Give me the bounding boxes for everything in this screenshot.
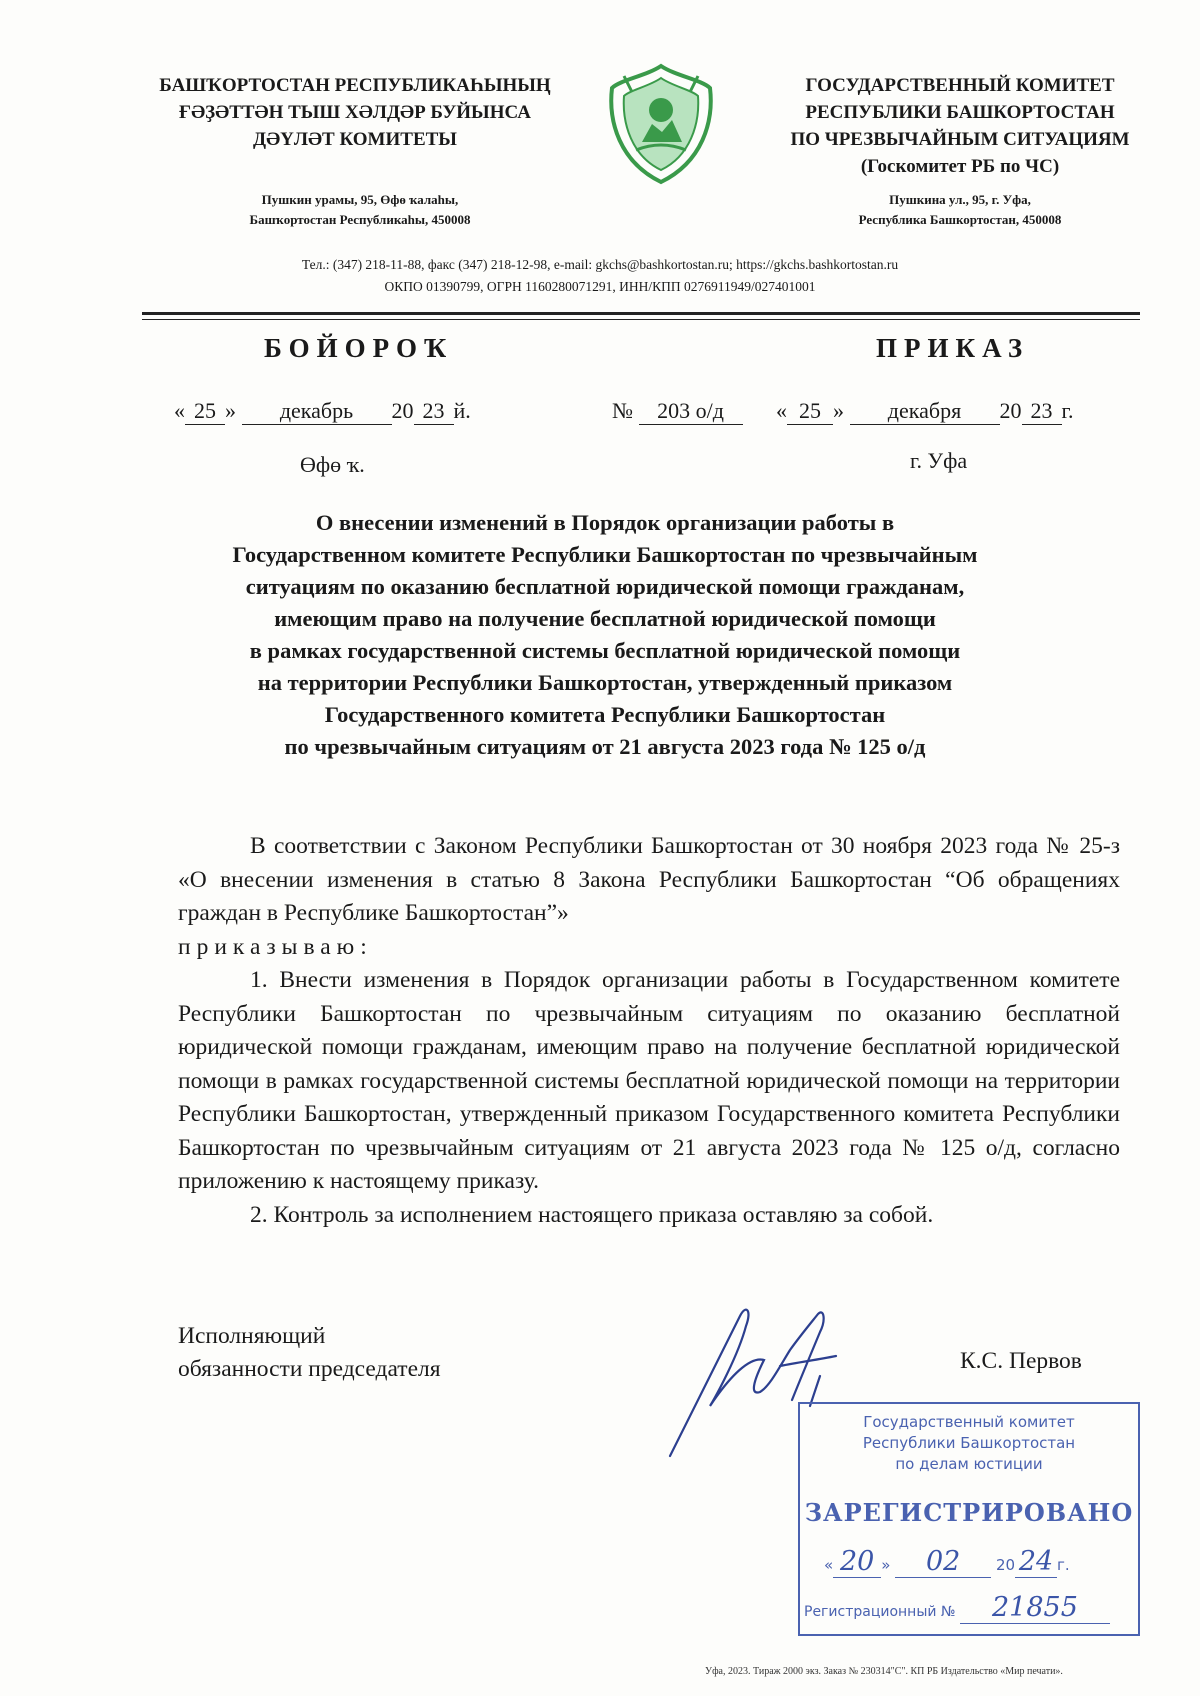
contacts (0, 254, 1200, 298)
header-left-line: БАШҠОРТОСТАН РЕСПУБЛИКАҺЫНЫҢ (159, 75, 551, 96)
stamp-org-line: Республики Башкортостан (862, 1434, 1076, 1452)
document-title (140, 507, 1070, 763)
title-line: имеющим право на получение бесплатной юридической помощи (274, 606, 936, 631)
date-right-day: 25 (787, 398, 833, 425)
document-body (178, 830, 1120, 1232)
emblem-icon (606, 62, 716, 186)
preamble: В соответствии с Законом Республики Башкортостан от 30 ноября 2023 года № 25-з «О внесении изменения в статью 8 Закона Республики Башкортостан “Об обращениях граждан в Республике Башкортостан”» (178, 833, 1120, 926)
item-1: 1. Внести изменения в Порядок организации работы в Государственном комитете Республики Башкортостан по чрезвычайным ситуациям по оказанию бесплатной юридической помощи гражданам, имеющим право на получение бесплатной юридической помощи в рамках государственной системы бесплатной юридической помощи на территории Республики Башкортостан, утвержденный приказом Государственного комитета Республики Башкортостан по чрезвычайным ситуациям от 21 августа 2023 года № 125 о/д, согласно приложению к настоящему приказу. (178, 967, 1120, 1194)
address-line: Пушкина ул., 95, г. Уфа, (889, 192, 1031, 207)
stamp-month: 02 (895, 1546, 991, 1578)
header-right-line: (Госкомитет РБ по ЧС) (860, 156, 1060, 177)
stamp-reg-number: 21855 (960, 1592, 1110, 1624)
header-left-address (170, 190, 550, 230)
stamp-reg-label: Регистрационный № (804, 1604, 956, 1620)
stamp-org-line: по делам юстиции (895, 1455, 1043, 1473)
address-line: Башҡортостан Республикаһы, 450008 (249, 212, 471, 227)
stamp-year: 24 (1015, 1546, 1057, 1578)
signer-position (178, 1320, 441, 1386)
item-2: 2. Контроль за исполнением настоящего приказа оставляю за собой. (250, 1201, 934, 1228)
header-right-address (800, 190, 1120, 230)
doc-number (612, 398, 743, 425)
date-left-year-prefix: 20 (391, 398, 414, 423)
title-line: ситуациям по оказанию бесплатной юридической помощи гражданам, (245, 574, 965, 599)
date-right-year: 23 (1022, 398, 1062, 425)
date-left-day: 25 (185, 398, 225, 425)
title-line: О внесении изменений в Порядок организации работы в (315, 510, 895, 535)
title-line: на территории Республики Башкортостан, утвержденный приказом (257, 670, 953, 695)
doc-word-left: БОЙОРОҠ (264, 333, 454, 363)
header-right-line: РЕСПУБЛИКИ БАШКОРТОСТАН (805, 102, 1115, 123)
order-word: приказываю: (178, 933, 373, 960)
stamp-reg (804, 1592, 1110, 1624)
header-left-line: ДӘҮЛӘТ КОМИТЕТЫ (253, 129, 457, 150)
stamp-status: ЗАРЕГИСТРИРОВАНО (804, 1498, 1134, 1527)
header-left-org (140, 72, 570, 153)
address-line: Пушкин урамы, 95, Өфө ҡалаһы, (261, 192, 459, 207)
quote-open: « (776, 398, 787, 423)
title-line: в рамках государственной системы бесплатной юридической помощи (249, 638, 961, 663)
date-right-year-prefix: 20 (999, 398, 1022, 423)
stamp-year-prefix: 20 (995, 1556, 1016, 1574)
header-divider (142, 312, 1140, 315)
header-right-org (760, 72, 1160, 180)
number-label: № (612, 398, 633, 423)
print-footer: Уфа, 2023. Тираж 2000 экз. Заказ № 230314"С". КП РБ Издательство «Мир печати». (705, 1666, 1063, 1677)
stamp-day: 20 (833, 1546, 881, 1578)
stamp-date: « 20 » 02 20 24 г. (824, 1546, 1070, 1577)
stamp-year-suffix: г. (1057, 1556, 1070, 1574)
quote-close: » (225, 398, 236, 423)
registration-stamp (798, 1402, 1140, 1636)
address-line: Республика Башкортостан, 450008 (858, 212, 1062, 227)
date-right-suffix: г. (1061, 398, 1074, 423)
doc-word-right: ПРИКАЗ (876, 333, 1030, 363)
stamp-org-line: Государственный комитет (863, 1413, 1075, 1431)
header-left-line: ҒӘҘӘТТӘН ТЫШ ХӘЛДӘР БУЙЫНСА (179, 102, 531, 123)
date-right-month: декабря (850, 398, 1000, 425)
date-left-month: декабрь (242, 398, 392, 425)
date-left (174, 398, 471, 425)
date-left-suffix: й. (453, 398, 471, 423)
position-line: Исполняющий (178, 1323, 326, 1349)
signer-name: К.С. Первов (960, 1348, 1082, 1374)
place-right: г. Уфа (910, 448, 968, 473)
position-line: обязанности председателя (178, 1356, 441, 1382)
title-line: по чрезвычайным ситуациям от 21 августа 2023 года № 125 о/д (284, 734, 926, 759)
place-left: Өфө ҡ. (300, 452, 365, 477)
title-line: Государственного комитета Республики Башкортостан (324, 702, 886, 727)
title-line: Государственном комитете Республики Башкортостан по чрезвычайным (232, 542, 978, 567)
quote-close: » (833, 398, 844, 423)
number-value: 203 о/д (639, 398, 743, 425)
stamp-org (800, 1412, 1138, 1475)
header-right-line: ГОСУДАРСТВЕННЫЙ КОМИТЕТ (805, 75, 1115, 96)
header-divider-thin (142, 319, 1140, 320)
contacts-line: ОКПО 01390799, ОГРН 1160280071291, ИНН/КПП 0276911949/027401001 (384, 279, 816, 294)
quote-open: « (174, 398, 185, 423)
date-right (776, 398, 1074, 425)
header-right-line: ПО ЧРЕЗВЫЧАЙНЫМ СИТУАЦИЯМ (790, 129, 1130, 150)
contacts-line: Тел.: (347) 218-11-88, факс (347) 218-12-98, e-mail: gkchs@bashkortostan.ru; https://gkchs.bashkortostan.ru (301, 257, 899, 272)
date-left-year: 23 (414, 398, 454, 425)
